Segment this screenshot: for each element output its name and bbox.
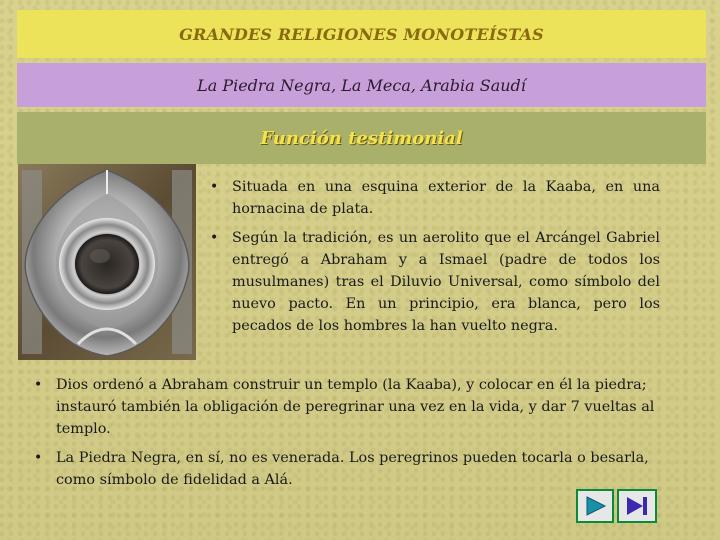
list-item: • La Piedra Negra, en sí, no es venerada. Los peregrinos pueden tocarla o besarla, como símbolo de fidelidad a Alá. <box>56 447 684 491</box>
title-banner <box>17 10 706 58</box>
section-title: Función testimonial <box>260 127 463 149</box>
list-item: • Dios ordenó a Abraham construir un templo (la Kaaba), y colocar en él la piedra; instauró también la obligación de peregrinar una vez en la vida, y dar 7 vueltas al templo. <box>56 374 684 440</box>
black-stone-image <box>18 164 196 360</box>
list-item: • Según la tradición, es un aerolito que el Arcángel Gabriel entregó a Abraham y a Ismael (padre de todos los musulmanes) tras el Diluvio Universal, como símbolo del nuevo pacto. En un principio, era blanca, pero los pecados de los hombres la han vuelto negra. <box>232 227 660 337</box>
black-stone-photo <box>18 164 196 360</box>
bullet-list-bottom <box>56 374 684 498</box>
list-item: • Situada en una esquina exterior de la Kaaba, en una hornacina de plata. <box>232 176 660 220</box>
page-subtitle: La Piedra Negra, La Meca, Arabia Saudí <box>197 75 526 95</box>
subtitle-banner <box>17 63 706 107</box>
play-next-icon <box>583 495 607 517</box>
page-title: GRANDES RELIGIONES MONOTEÍSTAS <box>179 24 544 44</box>
bullet-list-right <box>232 176 660 344</box>
skip-to-end-icon <box>624 495 650 517</box>
last-slide-button[interactable] <box>617 489 657 523</box>
section-banner <box>17 112 706 164</box>
next-slide-button[interactable] <box>576 489 614 523</box>
